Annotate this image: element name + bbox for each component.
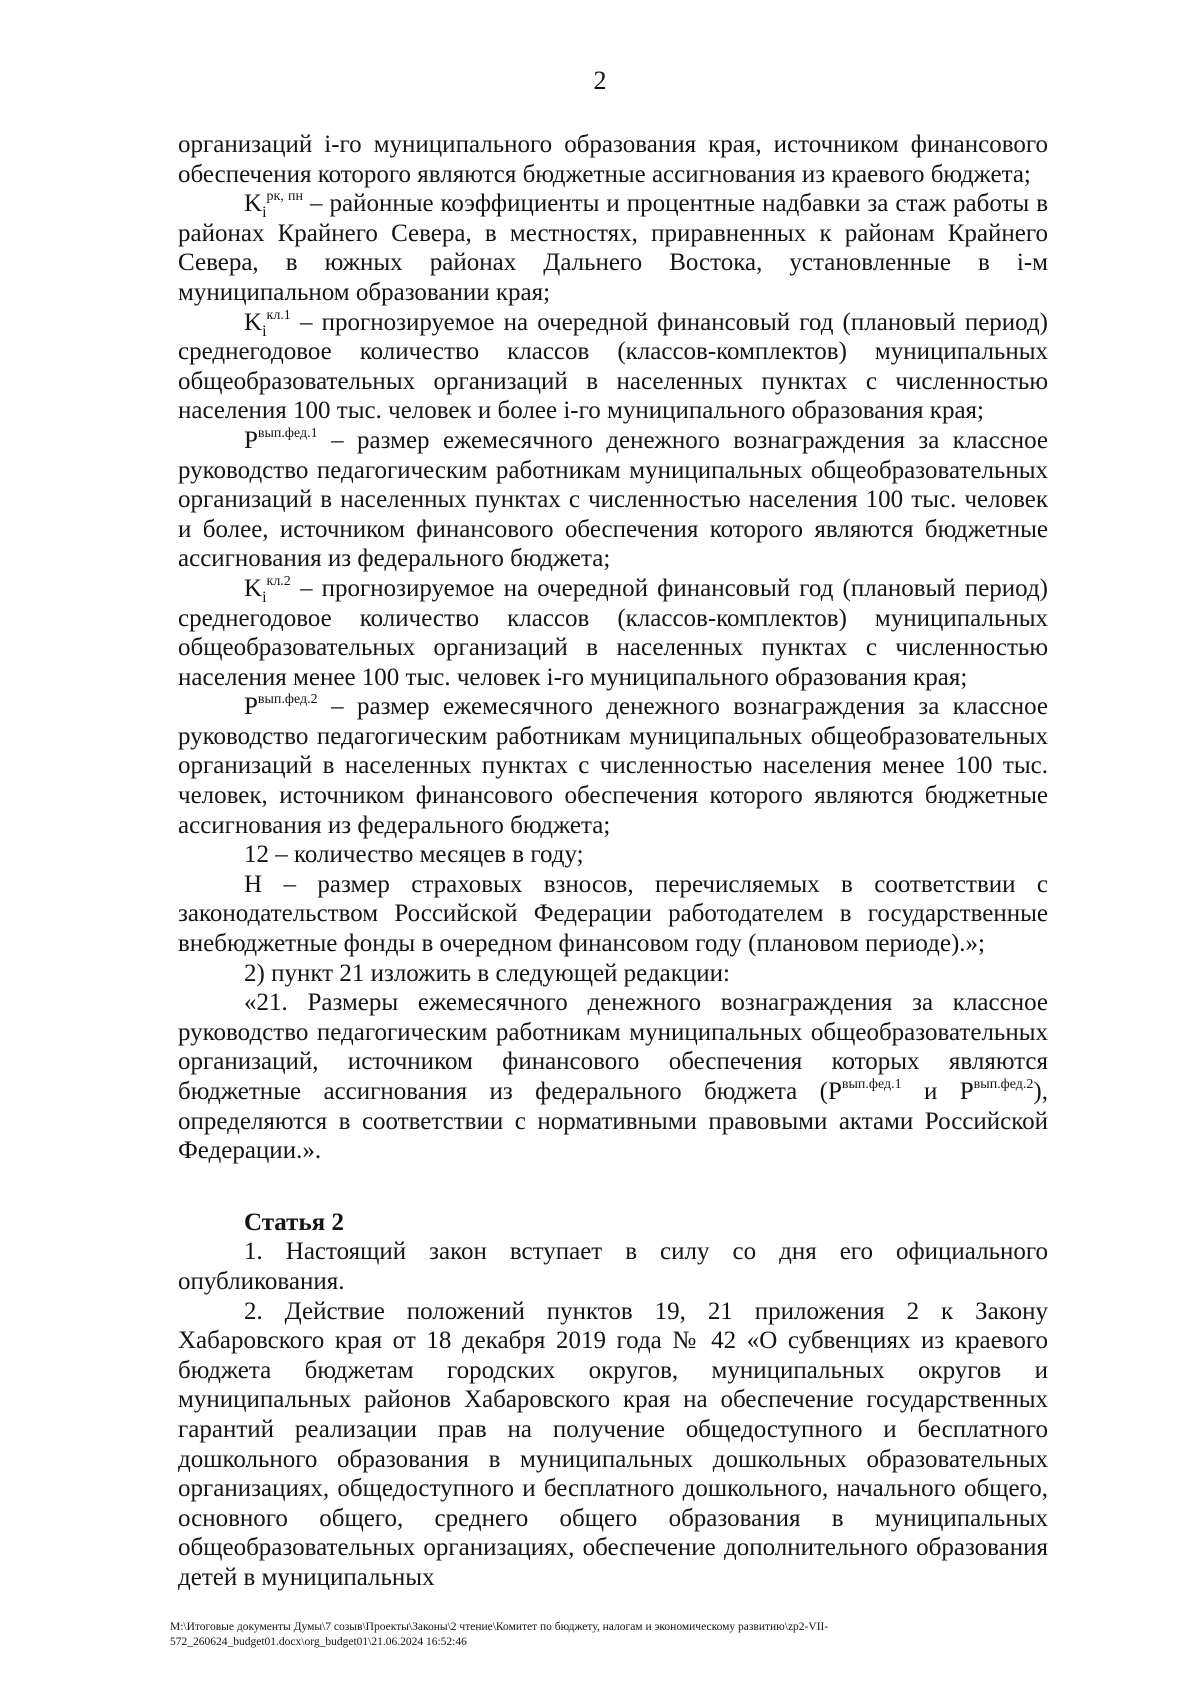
file-path-line-1: М:\Итоговые документы Думы\7 созыв\Проекты\Законы\2 чтение\Комитет по бюджету, налогам и экономическому развитию\zp2-VII- xyxy=(170,1621,829,1633)
definition-text: – размер ежемесячного денежного вознаграждения за классное руководство педагогическим работникам муниципальных общеобразовательных организаций в населенных пунктах с численностью населения менее 100 тыс. человек, источником финансового обеспечения которого являются бюджетные ассигнования из федерального бюджета; xyxy=(178,693,1048,839)
file-path-footer xyxy=(170,1620,1040,1650)
paragraph-k-kl1 xyxy=(178,308,1048,426)
formula-superscript: вып.фед.2 xyxy=(257,692,318,708)
paragraph-intro: организаций i-го муниципального образования края, источником финансового обеспечения которого являются бюджетные ассигнования из краевого бюджета; xyxy=(178,131,1048,188)
definition-text: – размер ежемесячного денежного вознаграждения за классное руководство педагогическим работникам муниципальных общеобразовательных организаций в населенных пунктах с численностью населения 100 тыс. человек и более, источником финансового обеспечения которого являются бюджетные ассигнования из федерального бюджета; xyxy=(178,426,1048,573)
paragraph-insurance: Н – размер страховых взносов, перечисляемых в соответствии с законодательством Российской Федерации работодателем в государственные внебюджетные фонды в очередном финансовом году (плановом периоде).»; xyxy=(178,870,1048,958)
paragraph-p-fed2 xyxy=(178,692,1048,840)
article-item-2: 2. Действие положений пунктов 19, 21 приложения 2 к Закону Хабаровского края от 18 декабря 2019 года № 42 «О субвенциях из краевого бюджета бюджетам городских округов, муниципальных округов и муниципальных районов Хабаровского края на обеспечение государственных гарантий реализации прав на получение общедоступного и бесплатного дошкольного образования в муниципальных дошкольных образовательных организациях, общедоступного и бесплатного дошкольного, начального общего, основного общего, среднего общего образования в муниципальных общеобразовательных организациях, обеспечение дополнительного образования детей в муниципальных xyxy=(178,1297,1048,1591)
file-path-line-2: 572_260624_budget01.docx\org_budget01\21.06.2024 16:52:46 xyxy=(170,1636,467,1648)
formula-superscript: вып.фед.1 xyxy=(841,1077,902,1092)
article-2 xyxy=(178,1208,1048,1593)
page-number: 2 xyxy=(593,66,607,95)
definition-text: – районные коэффициенты и процентные надбавки за стаж работы в районах Крайнего Севера, в местностях, приравненных к районам Крайнего Севера, в южных районах Дальнего Востока, установленные в i-м муниципальном образовании края; xyxy=(178,190,1048,306)
point-21-tail: ), определяются в соответствии с нормативными правовыми актами Российской Федерации.». xyxy=(178,1078,1048,1165)
article-heading: Статья 2 xyxy=(244,1208,344,1236)
paragraph-k-rk-pn xyxy=(178,189,1048,307)
article-item-1: 1. Настоящий закон вступает в силу со дня его официального опубликования. xyxy=(178,1238,1048,1295)
formula-superscript: кл.1 xyxy=(266,307,291,323)
formula-symbol: P xyxy=(244,693,258,721)
formula-symbol: K xyxy=(244,308,263,336)
point-21-text: «21. Размеры ежемесячного денежного вознаграждения за классное руководство педагогическим работникам муниципальных общеобразовательных организаций, источником финансового обеспечения которых являются бюджетные ассигнования из федерального бюджета (Р xyxy=(178,989,1048,1105)
formula-symbol: K xyxy=(244,190,263,218)
definition-text: – прогнозируемое на очередной финансовый год (плановый период) среднегодовое количество классов (классов-комплектов) муниципальных общеобразовательных организаций в населенных пунктах с численностью населения менее 100 тыс. человек i-го муниципального образования края; xyxy=(178,574,1048,691)
paragraph-months: 12 – количество месяцев в году; xyxy=(244,841,584,869)
formula-symbol: P xyxy=(244,426,258,454)
formula-superscript: вып.фед.1 xyxy=(257,425,318,441)
formula-superscript: рк, пн xyxy=(266,189,304,205)
point-21-mid: и Р xyxy=(901,1078,974,1105)
formula-subscript: i xyxy=(262,204,267,222)
formula-superscript: кл.2 xyxy=(266,573,291,589)
definition-text: – прогнозируемое на очередной финансовый год (плановый период) среднегодовое количество классов (классов-комплектов) муниципальных общеобразовательных организаций в населенных пунктах с численностью населения 100 тыс. человек и более i-го муниципального образования края; xyxy=(178,308,1048,425)
paragraph-p-fed1 xyxy=(178,426,1048,574)
document-body xyxy=(178,130,1048,1593)
paragraph-point-21 xyxy=(178,988,1048,1166)
paragraph-point-21-intro: 2) пункт 21 изложить в следующей редакции: xyxy=(244,959,730,987)
formula-subscript: i xyxy=(262,322,267,340)
formula-symbol: K xyxy=(244,574,263,602)
formula-superscript: вып.фед.2 xyxy=(973,1077,1034,1092)
paragraph-k-kl2 xyxy=(178,574,1048,692)
formula-subscript: i xyxy=(262,588,267,606)
